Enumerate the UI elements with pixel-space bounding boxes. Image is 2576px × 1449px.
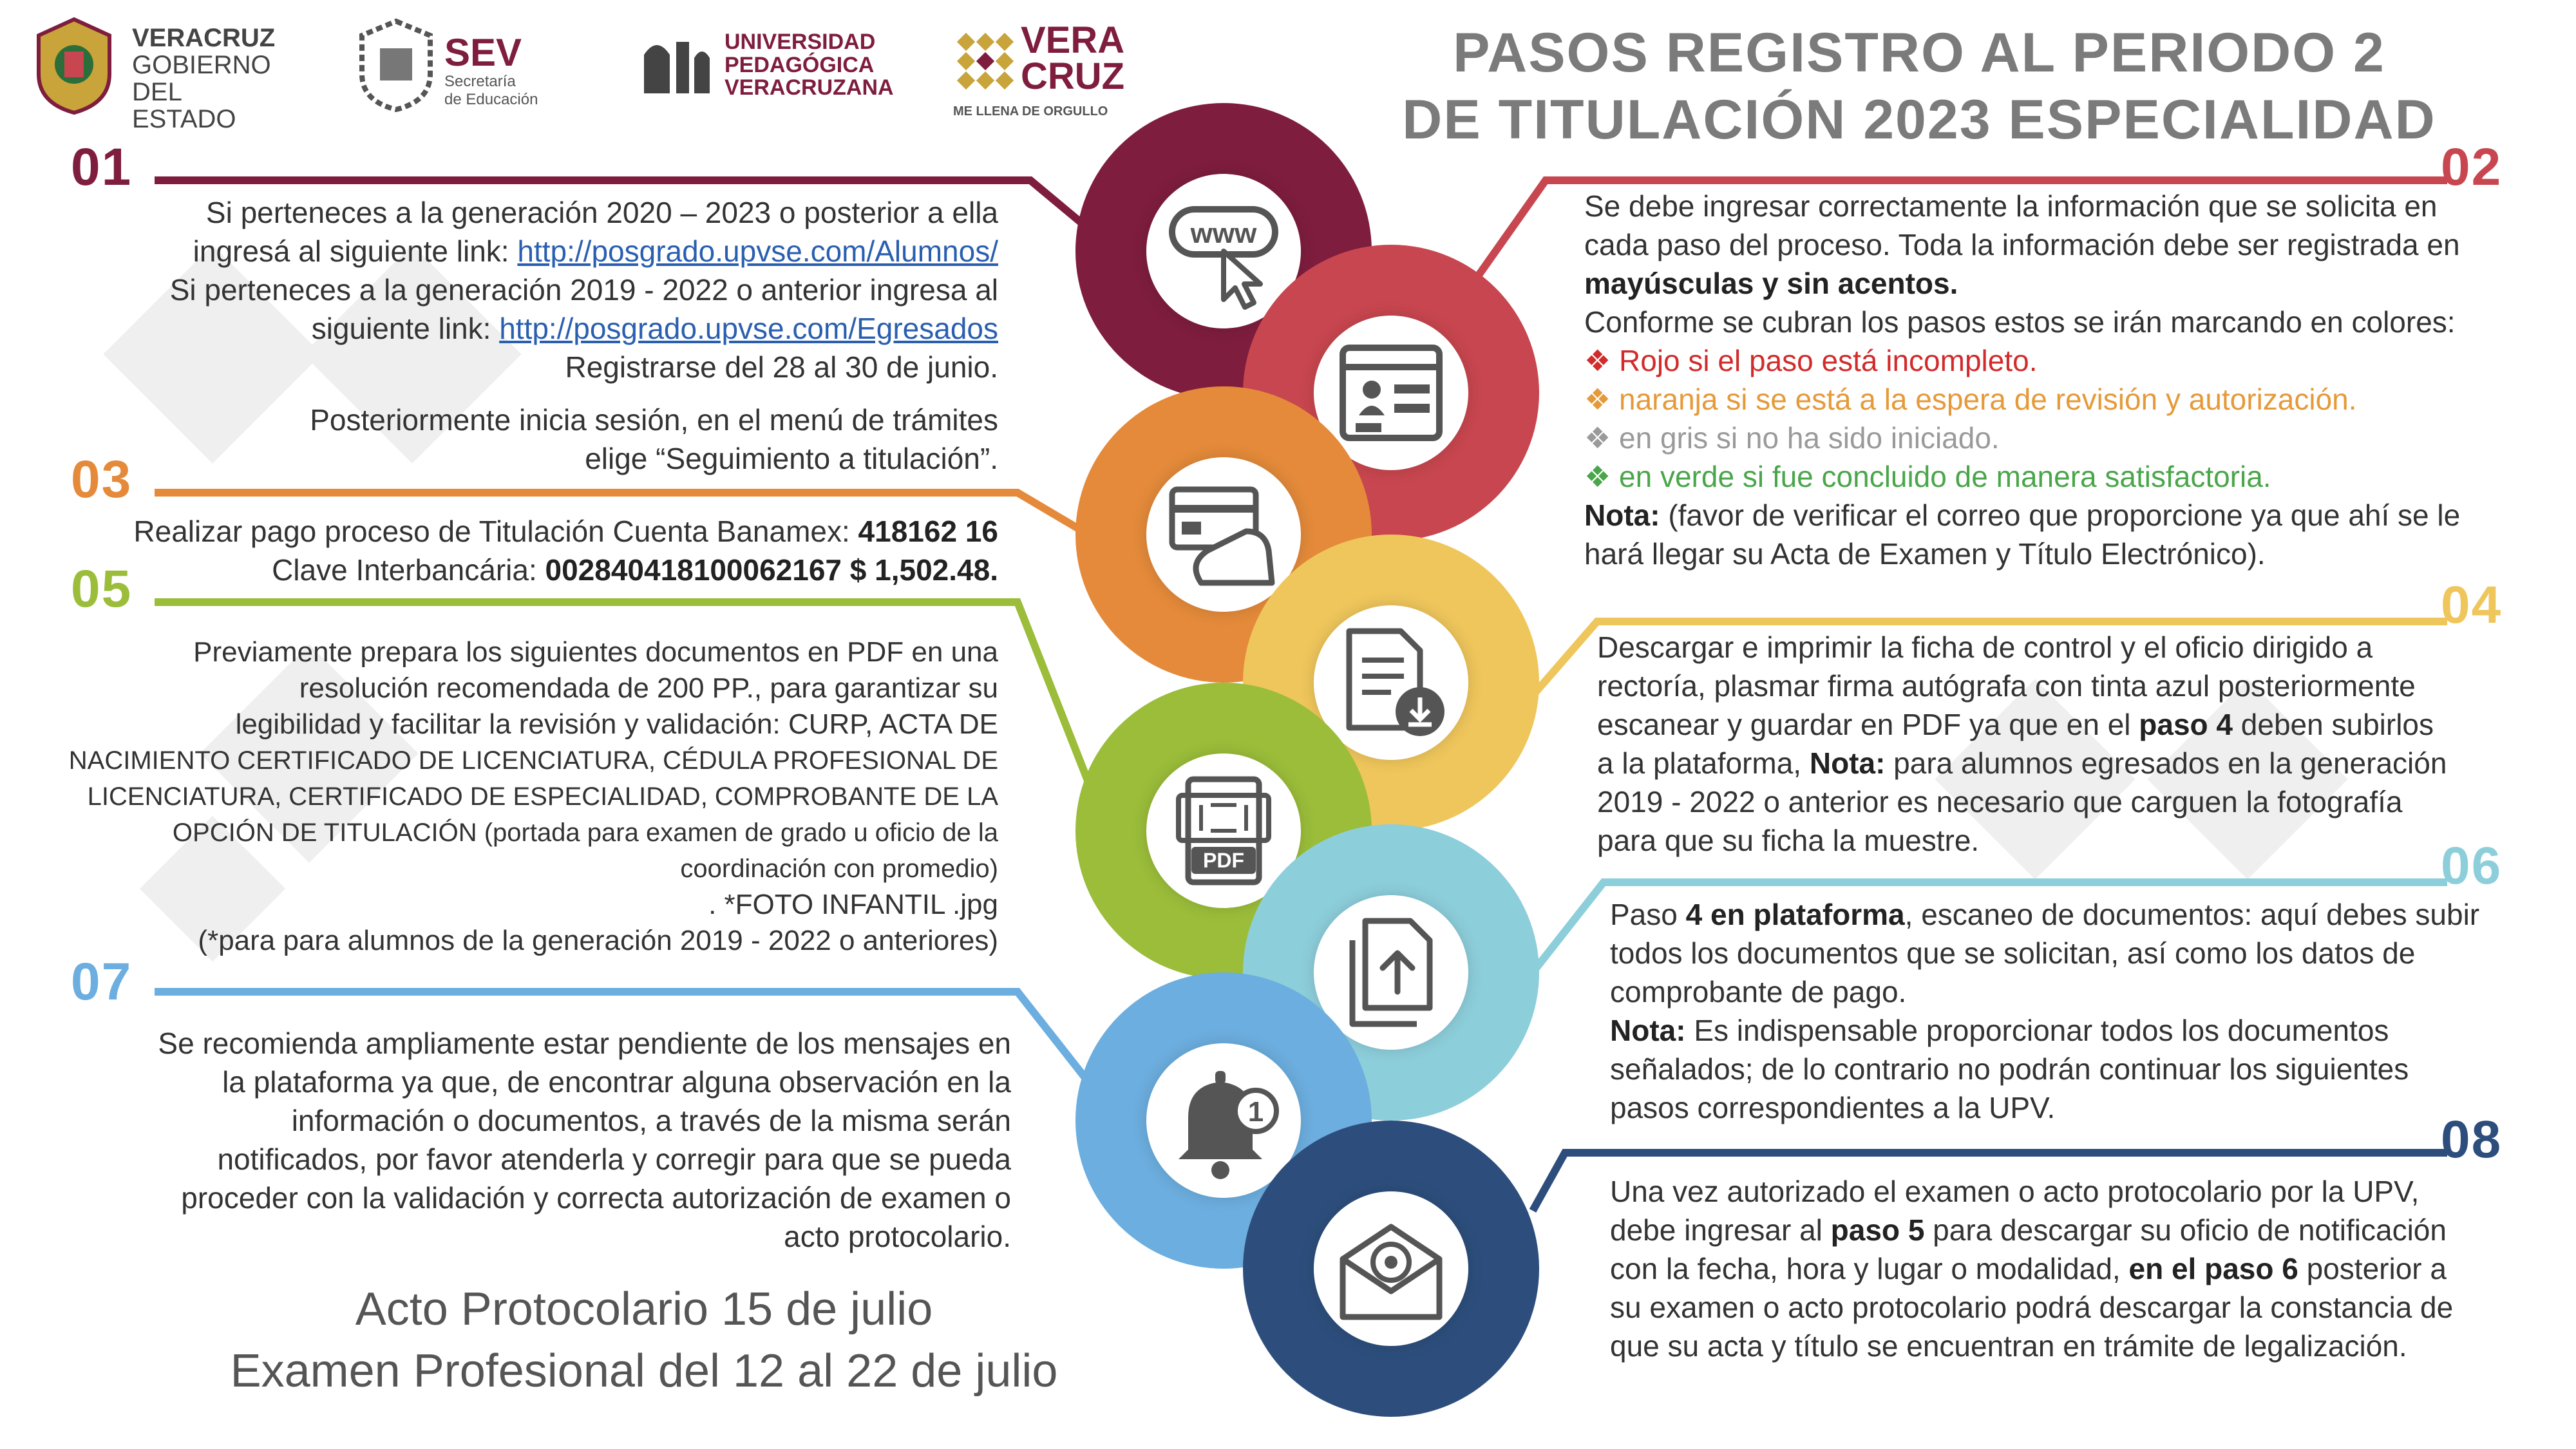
file-upload-icon <box>1330 911 1452 1034</box>
step-06-line: Paso <box>1610 898 1686 931</box>
step-02-line: hará llegar su Acta de Examen y Título Electrónico). <box>1584 537 2266 571</box>
logo-veracruz-orgullo <box>953 19 1146 122</box>
step-01-line: Si perteneces a la generación 2020 – 2023 o posterior a ella <box>205 196 998 229</box>
step-03-line: Clave Interbancária: <box>272 553 545 587</box>
step-06-text <box>1610 895 2550 1127</box>
title-line-2: DE TITULACIÓN 2023 ESPECIALIDAD <box>1402 89 2436 151</box>
step-08-line <box>1610 1211 2550 1249</box>
coat-of-arms-icon <box>29 13 119 116</box>
step-07-line: información o documentos, a través de la misma serán <box>291 1104 1011 1137</box>
step-04-line: rectoría, plasmar firma autógrafa con tinta azul posteriormente <box>1597 669 2416 703</box>
account-number: 418162 16 <box>858 515 998 548</box>
step-02-line: mayúsculas y sin acentos. <box>1584 267 1958 300</box>
step-05-line: NACIMIENTO CERTIFICADO DE LICENCIATURA, CÉDULA PROFESIONAL DE <box>68 746 998 775</box>
web-form-icon <box>1330 332 1452 454</box>
bullet-red: ❖ Rojo si el paso está incompleto. <box>1584 344 2038 377</box>
logo2-line1: SEV <box>444 31 522 74</box>
step-05-line: legibilidad y facilitar la revisión y validación: CURP, ACTA DE <box>235 708 998 740</box>
logo-upv <box>638 26 895 109</box>
logo-veracruz-gobierno <box>29 13 287 133</box>
step-02-text <box>1584 187 2550 573</box>
step-01-line <box>39 232 998 270</box>
www-label: www <box>1190 218 1257 249</box>
step-07-text <box>39 1024 1011 1256</box>
email-envelope-icon <box>1330 1208 1452 1330</box>
step-05-line: LICENCIATURA, CERTIFICADO DE ESPECIALIDAD, COMPROBANTE DE LA <box>87 782 998 811</box>
step-01-line: Posteriormente inicia sesión, en el menú de trámites <box>310 403 998 437</box>
step-01-line: Registrarse del 28 al 30 de junio. <box>565 350 998 384</box>
logo-sev <box>354 13 612 116</box>
logo3-line2: PEDAGÓGICA <box>724 52 875 77</box>
step-02-line: cada paso del proceso. Toda la información debe ser registrada en <box>1584 228 2460 261</box>
step-number-04: 04 <box>2441 576 2503 634</box>
step-04-line: a la plataforma, <box>1597 746 1810 780</box>
step-01-line: siguiente link: <box>311 312 500 345</box>
step-08-line: Una vez autorizado el examen o acto protocolario por la UPV, <box>1610 1175 2420 1208</box>
step-08-emphasis: en el paso 6 <box>2128 1252 2298 1285</box>
step-03-line <box>39 551 998 589</box>
step-number-06: 06 <box>2441 837 2503 895</box>
step-03-line <box>39 512 998 551</box>
orgullo-pattern-icon <box>953 29 1018 93</box>
step-06-emphasis: 4 en plataforma <box>1685 898 1905 931</box>
step-04-line: deben subirlos <box>2233 708 2434 741</box>
logo3-line1: UNIVERSIDAD <box>724 30 876 54</box>
step-02-line: Se debe ingresar correctamente la información que se solicita en <box>1584 189 2438 223</box>
step-08-line: para descargar su oficio de notificación <box>1924 1213 2447 1247</box>
step-number-03: 03 <box>71 450 133 509</box>
logo1-line1: VERACRUZ <box>132 24 276 52</box>
logo2-line2: Secretaría <box>444 73 516 90</box>
note-label: Nota: <box>1584 498 1660 532</box>
step-07-line: proceder con la validación y correcta autorización de examen o <box>181 1181 1011 1215</box>
step-06-line: señalados; de lo contrario no podrán continuar los siguientes <box>1610 1052 2409 1086</box>
bullet-gray: ❖ en gris si no ha sido iniciado. <box>1584 421 2000 455</box>
upv-emblem-icon <box>638 29 715 100</box>
step-07-line: acto protocolario. <box>784 1220 1011 1253</box>
step-04-text <box>1597 628 2550 860</box>
step-06-line: pasos correspondientes a la UPV. <box>1610 1091 2056 1124</box>
logo4-line1: VERA <box>1021 19 1125 61</box>
step-number-07: 07 <box>71 952 133 1011</box>
step-05-line: OPCIÓN DE TITULACIÓN (portada para examen de grado u oficio de la <box>172 819 998 847</box>
step-05-line: Previamente prepara los siguientes documentos en PDF en una <box>193 636 998 668</box>
step-06-note-label: Nota: <box>1610 1014 1686 1047</box>
step-number-01: 01 <box>71 138 133 196</box>
step-04-line: 2019 - 2022 o anterior es necesario que carguen la fotografía <box>1597 785 2403 819</box>
step-08-emphasis: paso 5 <box>1830 1213 1925 1247</box>
pdf-label: PDF <box>1203 849 1244 872</box>
step-04-line: escanear y guardar en PDF ya que en el <box>1597 708 2139 741</box>
step-02-line: (favor de verificar el correo que proporcione ya que ahí se le <box>1660 498 2461 532</box>
step-07-line: Se recomienda ampliamente estar pendiente de los mensajes en <box>158 1027 1011 1060</box>
step-01-line <box>39 309 998 348</box>
step-08-line: posterior a <box>2298 1252 2447 1285</box>
step-08-line <box>1610 1249 2550 1288</box>
step-06-line: comprobante de pago. <box>1610 975 1907 1009</box>
step-05-line: . *FOTO INFANTIL .jpg <box>708 889 998 920</box>
step-05-line: (*para para alumnos de la generación 2019 - 2022 o anteriores) <box>198 925 998 956</box>
step-08-text <box>1610 1172 2550 1365</box>
step-06-line: todos los documentos que se solicitan, así como los datos de <box>1610 936 2416 970</box>
sev-shield-icon <box>354 16 438 113</box>
pdf-file-icon <box>1162 770 1285 892</box>
step-04-line: para alumnos egresados en la generación <box>1885 746 2447 780</box>
step-08-line: debe ingresar al <box>1610 1213 1831 1247</box>
step-08-line: que su acta y título se encuentran en trámite de legalización. <box>1610 1329 2407 1363</box>
step-05-line: coordinación con promedio) <box>680 855 998 883</box>
www-cursor-icon <box>1162 190 1285 312</box>
step-02-line: Conforme se cubran los pasos estos se irán marcando en colores: <box>1584 305 2456 339</box>
step-08-line: su examen o acto protocolario podrá descargar la constancia de <box>1610 1291 2454 1324</box>
step-number-08: 08 <box>2441 1110 2503 1169</box>
bullet-green: ❖ en verde si fue concluido de manera satisfactoria. <box>1584 460 2271 493</box>
logo4-line2: CRUZ <box>1021 55 1125 97</box>
step-01-text <box>39 193 998 478</box>
page-title <box>1288 19 2550 153</box>
title-line-1: PASOS REGISTRO AL PERIODO 2 <box>1453 22 2385 84</box>
logo1-line2: GOBIERNO <box>132 51 271 79</box>
step-07-line: la plataforma ya que, de encontrar alguna observación en la <box>222 1065 1011 1099</box>
date-acto-protocolario: Acto Protocolario 15 de julio <box>355 1283 933 1335</box>
step-number-02: 02 <box>2441 138 2503 196</box>
step-07-line: notificados, por favor atenderla y corregir para que se pueda <box>217 1142 1011 1176</box>
step-06-line: Es indispensable proporcionar todos los documentos <box>1685 1014 2389 1047</box>
key-dates <box>193 1278 1095 1402</box>
step-03-line: Realizar pago proceso de Titulación Cuenta Banamex: <box>133 515 858 548</box>
document-download-icon <box>1330 621 1452 744</box>
step-05-text <box>39 634 998 959</box>
step-04-line: para que su ficha la muestre. <box>1597 824 1980 857</box>
logo2-line3: de Educación <box>444 91 538 108</box>
step-06-line: , escaneo de documentos: aquí debes subir <box>1904 898 2480 931</box>
bell-badge-count: 1 <box>1247 1096 1264 1128</box>
link-egresados[interactable]: http://posgrado.upvse.com/Egresados <box>499 312 998 345</box>
step-03-text <box>39 512 998 589</box>
step-01-line: elige “Seguimiento a titulación”. <box>585 442 998 475</box>
clabe-and-amount: 002840418100062167 $ 1,502.48. <box>545 553 998 587</box>
step-06-line <box>1610 895 2550 934</box>
step-number-05: 05 <box>71 560 133 618</box>
step-04-line: Descargar e imprimir la ficha de control y el oficio dirigido a <box>1597 630 2373 664</box>
logo1-line3: DEL ESTADO <box>132 78 236 133</box>
notification-bell-icon <box>1162 1059 1285 1182</box>
bullet-orange: ❖ naranja si se está a la espera de revisión y autorización. <box>1584 383 2357 416</box>
step-06-line <box>1610 1011 2550 1050</box>
date-examen-profesional: Examen Profesional del 12 al 22 de julio <box>230 1345 1058 1397</box>
step-01-line: ingresá al siguiente link: <box>193 234 518 268</box>
step-08-line: con la fecha, hora y lugar o modalidad, <box>1610 1252 2129 1285</box>
logo3-line3: VERACRUZANA <box>724 75 894 100</box>
step-01-line: Si perteneces a la generación 2019 - 2022 o anterior ingresa al <box>169 273 998 307</box>
step-04-line <box>1597 744 2550 782</box>
step-04-emphasis: paso 4 <box>2139 708 2233 741</box>
step-04-note-label: Nota: <box>1809 746 1886 780</box>
step-05-line: resolución recomendada de 200 PP., para garantizar su <box>299 672 998 704</box>
card-payment-icon <box>1162 473 1285 596</box>
step-04-line <box>1597 705 2550 744</box>
step-02-line <box>1584 496 2550 535</box>
link-alumnos[interactable]: http://posgrado.upvse.com/Alumnos/ <box>517 234 998 268</box>
logo4-line3: ME LLENA DE ORGULLO <box>953 104 1108 118</box>
